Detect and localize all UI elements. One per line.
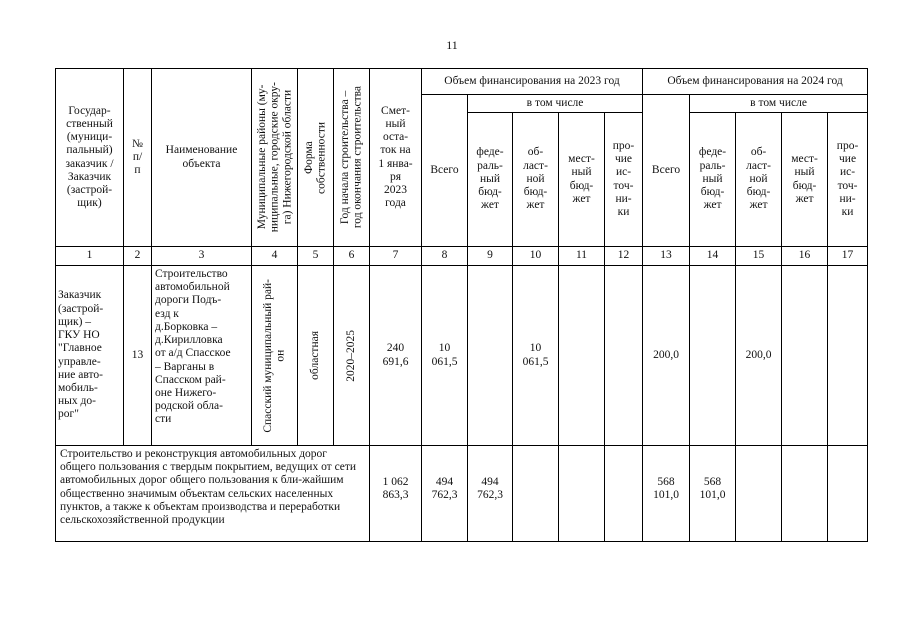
- col-number: 9: [468, 247, 513, 266]
- summary-total-2024: 568 101,0: [643, 446, 690, 542]
- col-number: 11: [559, 247, 605, 266]
- summary-other-2024: [828, 446, 868, 542]
- header-other-2024: про- чие ис- точ- ни- ки: [828, 113, 868, 247]
- header-ownership-text: Форма собственности: [302, 121, 328, 194]
- col-number: 14: [690, 247, 736, 266]
- header-number: № п/ п: [124, 69, 152, 247]
- cell-district-text: Спасский муниципальный рай- он: [261, 278, 287, 433]
- col-number: 13: [643, 247, 690, 266]
- cell-years: [334, 266, 370, 446]
- header-federal-2023: феде- раль- ный бюд- жет: [468, 113, 513, 247]
- col-number: 8: [422, 247, 468, 266]
- cell-regional-2024: 200,0: [736, 266, 782, 446]
- summary-other-2023: [605, 446, 643, 542]
- column-numbers-row: [56, 247, 868, 266]
- header-incl-2024: в том числе: [690, 95, 868, 113]
- cell-district: [252, 266, 298, 446]
- cell-ownership: [298, 266, 334, 446]
- cell-total-2024: 200,0: [643, 266, 690, 446]
- col-number: 17: [828, 247, 868, 266]
- col-number: 15: [736, 247, 782, 266]
- header-federal-2024: феде- раль- ный бюд- жет: [690, 113, 736, 247]
- summary-description: Строительство и реконструкция автомобильных дорог общего пользования с твердым покрытием, ведущих от сети автомобильных дорог общего пользования к бли-жайшим общественно значимым объектам сельских населенных пунктов, а также к объектам производства и переработки сельскохозяйственной продукции: [56, 446, 370, 542]
- cell-other-2023: [605, 266, 643, 446]
- cell-years-text: 2020–2025: [345, 329, 358, 382]
- col-number: 2: [124, 247, 152, 266]
- header-districts: [252, 69, 298, 247]
- cell-federal-2024: [690, 266, 736, 446]
- col-number: 5: [298, 247, 334, 266]
- summary-regional-2024: [736, 446, 782, 542]
- header-remainder: Смет- ный остa- ток на 1 янва- ря 2023 года: [370, 69, 422, 247]
- header-regional-2024: об- ласт- ной бюд- жет: [736, 113, 782, 247]
- cell-federal-2023: [468, 266, 513, 446]
- header-years: [334, 69, 370, 247]
- col-number: 7: [370, 247, 422, 266]
- cell-total-2023: 10 061,5: [422, 266, 468, 446]
- header-incl-2023: в том числе: [468, 95, 643, 113]
- header-districts-text: Муниципальные районы (му- ниципальные, городские окру- га) Нижегородской области: [255, 82, 293, 233]
- header-regional-2023: об- ласт- ной бюд- жет: [513, 113, 559, 247]
- header-local-2024: мест- ный бюд- жет: [782, 113, 828, 247]
- cell-other-2024: [828, 266, 868, 446]
- cell-number: 13: [124, 266, 152, 446]
- header-customer: Государ- ственный (муници- пальный) заказчик / Заказчик (застрой- щик): [56, 69, 124, 247]
- header-total-2024: Всего: [643, 95, 690, 247]
- cell-regional-2023: 10 061,5: [513, 266, 559, 446]
- col-number: 3: [152, 247, 252, 266]
- header-years-text: Год начала строительства – год окончания строительства: [338, 86, 364, 229]
- col-number: 4: [252, 247, 298, 266]
- financing-table: [55, 68, 868, 542]
- header-ownership: [298, 69, 334, 247]
- cell-local-2023: [559, 266, 605, 446]
- col-number: 12: [605, 247, 643, 266]
- summary-total-2023: 494 762,3: [422, 446, 468, 542]
- summary-federal-2024: 568 101,0: [690, 446, 736, 542]
- cell-customer: Заказчик (застрой- щик) – ГКУ НО "Главное управле- ние авто- мобиль- ных до- рог": [56, 266, 124, 446]
- cell-remainder: 240 691,6: [370, 266, 422, 446]
- page-number: 11: [446, 38, 458, 52]
- col-number: 1: [56, 247, 124, 266]
- summary-local-2023: [559, 446, 605, 542]
- summary-remainder: 1 062 863,3: [370, 446, 422, 542]
- col-number: 10: [513, 247, 559, 266]
- header-local-2023: мест- ный бюд- жет: [559, 113, 605, 247]
- header-total-2023: Всего: [422, 95, 468, 247]
- header-fin-2023: Объем финансирования на 2023 год: [422, 69, 643, 95]
- col-number: 16: [782, 247, 828, 266]
- summary-local-2024: [782, 446, 828, 542]
- cell-object-name: Строительство автомобильной дороги Подъ- езд к д.Борковка – д.Кирилловка от а/д Спасское – Варганы в Спасском рай- оне Нижего- родской обла- сти: [152, 266, 252, 446]
- col-number: 6: [334, 247, 370, 266]
- summary-row: [56, 446, 868, 542]
- header-object-name: Наименование объекта: [152, 69, 252, 247]
- header-other-2023: про- чие ис- точ- ни- ки: [605, 113, 643, 247]
- summary-regional-2023: [513, 446, 559, 542]
- table-row: [56, 266, 868, 446]
- summary-federal-2023: 494 762,3: [468, 446, 513, 542]
- cell-ownership-text: областная: [309, 331, 322, 380]
- header-fin-2024: Объем финансирования на 2024 год: [643, 69, 868, 95]
- cell-local-2024: [782, 266, 828, 446]
